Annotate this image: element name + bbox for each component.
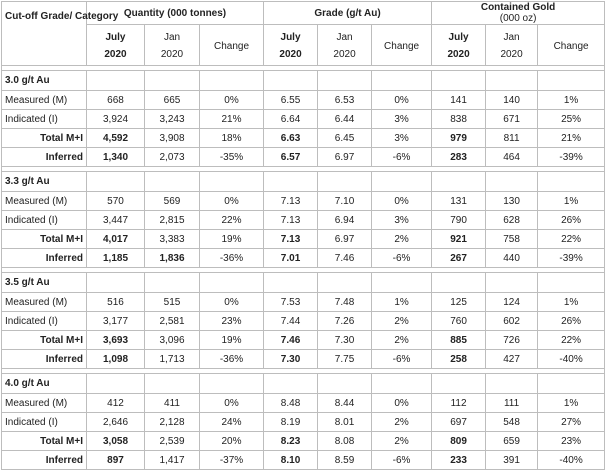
table-cell: 1% [372, 293, 432, 312]
table-cell: 8.48 [264, 394, 318, 413]
table-cell: 391 [486, 451, 538, 470]
empty-cell [318, 71, 372, 91]
table-cell: 0% [372, 394, 432, 413]
table-cell: 411 [145, 394, 200, 413]
section-title: 4.0 g/t Au [2, 374, 87, 394]
qty-change-header: Change [200, 25, 264, 66]
table-cell: 516 [87, 293, 145, 312]
table-cell: 3,177 [87, 312, 145, 331]
gold-july-header: July 2020 [432, 25, 486, 66]
table-cell: 2% [372, 230, 432, 249]
table-cell: 464 [486, 148, 538, 167]
table-cell: 258 [432, 350, 486, 369]
row-label: Total M+I [2, 331, 87, 350]
table-cell: -35% [200, 148, 264, 167]
table-cell: 7.13 [264, 230, 318, 249]
table-row [2, 249, 605, 268]
empty-cell [372, 374, 432, 394]
table-cell: 3% [372, 110, 432, 129]
section-title-row [2, 71, 605, 91]
table-cell: 515 [145, 293, 200, 312]
table-cell: 3,243 [145, 110, 200, 129]
empty-cell [87, 71, 145, 91]
empty-cell [87, 172, 145, 192]
table-cell: 726 [486, 331, 538, 350]
table-cell: 26% [538, 312, 605, 331]
table-cell: 2% [372, 432, 432, 451]
table-cell: 8.10 [264, 451, 318, 470]
table-cell: 6.94 [318, 211, 372, 230]
row-label: Measured (M) [2, 192, 87, 211]
table-row [2, 350, 605, 369]
section-title: 3.5 g/t Au [2, 273, 87, 293]
table-row [2, 129, 605, 148]
table-cell: 283 [432, 148, 486, 167]
resource-table [1, 1, 605, 470]
table-cell: 659 [486, 432, 538, 451]
table-cell: 6.63 [264, 129, 318, 148]
table-cell: 27% [538, 413, 605, 432]
table-cell: 8.01 [318, 413, 372, 432]
row-label: Indicated (I) [2, 312, 87, 331]
table-cell: 0% [372, 192, 432, 211]
table-cell: 2,128 [145, 413, 200, 432]
table-cell: 24% [200, 413, 264, 432]
gold-header-line1: Contained Gold [480, 2, 556, 13]
empty-cell [432, 172, 486, 192]
table-cell: 0% [200, 192, 264, 211]
table-cell: 427 [486, 350, 538, 369]
table-cell: 7.30 [318, 331, 372, 350]
empty-cell [486, 273, 538, 293]
table-row [2, 211, 605, 230]
empty-cell [486, 172, 538, 192]
empty-cell [200, 71, 264, 91]
gold-jan-header: Jan 2020 [486, 25, 538, 66]
table-cell: 7.46 [264, 331, 318, 350]
table-cell: 7.75 [318, 350, 372, 369]
category-header: Cut-off Grade/ Category [2, 2, 87, 66]
empty-cell [200, 273, 264, 293]
section-title: 3.3 g/t Au [2, 172, 87, 192]
section-title-row [2, 374, 605, 394]
table-row [2, 413, 605, 432]
table-row [2, 230, 605, 249]
table-cell: -6% [372, 148, 432, 167]
table-cell: -40% [538, 451, 605, 470]
section-title-row [2, 172, 605, 192]
table-cell: 811 [486, 129, 538, 148]
table-cell: 111 [486, 394, 538, 413]
qty-july-header: July 2020 [87, 25, 145, 66]
table-cell: 1% [538, 91, 605, 110]
section-title-row [2, 273, 605, 293]
table-cell: 628 [486, 211, 538, 230]
table-cell: 26% [538, 211, 605, 230]
table-cell: 6.57 [264, 148, 318, 167]
row-label: Measured (M) [2, 394, 87, 413]
table-cell: 1,713 [145, 350, 200, 369]
empty-cell [87, 273, 145, 293]
table-cell: -36% [200, 350, 264, 369]
table-cell: 602 [486, 312, 538, 331]
empty-cell [538, 273, 605, 293]
table-cell: 671 [486, 110, 538, 129]
table-cell: 22% [200, 211, 264, 230]
table-cell: 6.97 [318, 148, 372, 167]
table-cell: 7.44 [264, 312, 318, 331]
grade-jan-header: Jan 2020 [318, 25, 372, 66]
table-cell: 2% [372, 331, 432, 350]
table-cell: 3,924 [87, 110, 145, 129]
table-cell: 440 [486, 249, 538, 268]
row-label: Inferred [2, 249, 87, 268]
row-label: Measured (M) [2, 91, 87, 110]
table-cell: 141 [432, 91, 486, 110]
row-label: Inferred [2, 451, 87, 470]
table-cell: 7.13 [264, 192, 318, 211]
table-cell: 0% [200, 293, 264, 312]
table-cell: -37% [200, 451, 264, 470]
table-row [2, 192, 605, 211]
row-label: Measured (M) [2, 293, 87, 312]
table-cell: 21% [200, 110, 264, 129]
table-row [2, 451, 605, 470]
table-cell: 233 [432, 451, 486, 470]
table-cell: 6.45 [318, 129, 372, 148]
table-cell: 1,098 [87, 350, 145, 369]
table-row [2, 293, 605, 312]
table-cell: 6.53 [318, 91, 372, 110]
row-label: Indicated (I) [2, 110, 87, 129]
table-cell: 8.23 [264, 432, 318, 451]
row-label: Total M+I [2, 230, 87, 249]
table-cell: 6.44 [318, 110, 372, 129]
table-cell: -6% [372, 451, 432, 470]
table-cell: 790 [432, 211, 486, 230]
table-cell: 885 [432, 331, 486, 350]
table-cell: 124 [486, 293, 538, 312]
empty-cell [318, 172, 372, 192]
table-cell: 19% [200, 331, 264, 350]
table-cell: 697 [432, 413, 486, 432]
table-cell: -40% [538, 350, 605, 369]
table-cell: 3,693 [87, 331, 145, 350]
table-cell: 125 [432, 293, 486, 312]
quantity-header: Quantity (000 tonnes) [87, 2, 264, 25]
gold-header [432, 2, 605, 25]
subheader-row [2, 25, 605, 66]
empty-cell [486, 71, 538, 91]
table-row [2, 91, 605, 110]
table-cell: 4,017 [87, 230, 145, 249]
empty-cell [538, 172, 605, 192]
table-row [2, 110, 605, 129]
table-cell: -6% [372, 249, 432, 268]
table-cell: 19% [200, 230, 264, 249]
empty-cell [145, 374, 200, 394]
row-label: Total M+I [2, 129, 87, 148]
table-cell: 760 [432, 312, 486, 331]
table-cell: -39% [538, 249, 605, 268]
table-cell: 22% [538, 331, 605, 350]
table-row [2, 148, 605, 167]
table-cell: 7.10 [318, 192, 372, 211]
empty-cell [145, 71, 200, 91]
table-cell: 809 [432, 432, 486, 451]
table-cell: 3,908 [145, 129, 200, 148]
table-cell: 3% [372, 211, 432, 230]
table-cell: 21% [538, 129, 605, 148]
row-label: Indicated (I) [2, 413, 87, 432]
empty-cell [264, 172, 318, 192]
empty-cell [538, 71, 605, 91]
table-cell: 665 [145, 91, 200, 110]
table-cell: 3,058 [87, 432, 145, 451]
table-cell: 2,539 [145, 432, 200, 451]
table-cell: 569 [145, 192, 200, 211]
table-cell: 758 [486, 230, 538, 249]
table-cell: 921 [432, 230, 486, 249]
table-cell: 7.01 [264, 249, 318, 268]
empty-cell [432, 71, 486, 91]
table-cell: 1,340 [87, 148, 145, 167]
header-row [2, 2, 605, 25]
empty-cell [372, 71, 432, 91]
table-cell: 979 [432, 129, 486, 148]
table-cell: 1,185 [87, 249, 145, 268]
row-label: Inferred [2, 350, 87, 369]
table-cell: -39% [538, 148, 605, 167]
table-cell: 23% [200, 312, 264, 331]
table-cell: 8.19 [264, 413, 318, 432]
empty-cell [432, 374, 486, 394]
table-cell: 7.26 [318, 312, 372, 331]
empty-cell [318, 374, 372, 394]
table-row [2, 394, 605, 413]
table-cell: -6% [372, 350, 432, 369]
grade-header: Grade (g/t Au) [264, 2, 432, 25]
table-cell: 7.53 [264, 293, 318, 312]
table-cell: 23% [538, 432, 605, 451]
empty-cell [432, 273, 486, 293]
empty-cell [87, 374, 145, 394]
table-cell: 3,096 [145, 331, 200, 350]
table-cell: 140 [486, 91, 538, 110]
table-cell: 22% [538, 230, 605, 249]
table-cell: 3,383 [145, 230, 200, 249]
table-cell: 131 [432, 192, 486, 211]
table-cell: -36% [200, 249, 264, 268]
table-cell: 18% [200, 129, 264, 148]
table-cell: 7.46 [318, 249, 372, 268]
table-cell: 1,836 [145, 249, 200, 268]
table-cell: 8.08 [318, 432, 372, 451]
table-cell: 412 [87, 394, 145, 413]
empty-cell [145, 172, 200, 192]
table-cell: 2,646 [87, 413, 145, 432]
gold-change-header: Change [538, 25, 605, 66]
table-cell: 570 [87, 192, 145, 211]
table-cell: 0% [200, 91, 264, 110]
table-body [2, 66, 605, 470]
table-cell: 2% [372, 413, 432, 432]
table-cell: 2,581 [145, 312, 200, 331]
row-label: Total M+I [2, 432, 87, 451]
table-cell: 112 [432, 394, 486, 413]
grade-change-header: Change [372, 25, 432, 66]
table-cell: 548 [486, 413, 538, 432]
table-cell: 7.48 [318, 293, 372, 312]
table-cell: 3% [372, 129, 432, 148]
empty-cell [145, 273, 200, 293]
table-cell: 668 [87, 91, 145, 110]
table-cell: 0% [200, 394, 264, 413]
table-cell: 130 [486, 192, 538, 211]
table-cell: 267 [432, 249, 486, 268]
table-cell: 7.13 [264, 211, 318, 230]
table-cell: 1,417 [145, 451, 200, 470]
table-cell: 6.64 [264, 110, 318, 129]
table-cell: 7.30 [264, 350, 318, 369]
empty-cell [538, 374, 605, 394]
table-cell: 25% [538, 110, 605, 129]
empty-cell [486, 374, 538, 394]
table-cell: 8.59 [318, 451, 372, 470]
empty-cell [372, 273, 432, 293]
grade-july-header: July 2020 [264, 25, 318, 66]
table-cell: 6.55 [264, 91, 318, 110]
table-cell: 6.97 [318, 230, 372, 249]
empty-cell [200, 172, 264, 192]
table-cell: 838 [432, 110, 486, 129]
table-cell: 2% [372, 312, 432, 331]
table-cell: 1% [538, 394, 605, 413]
section-title: 3.0 g/t Au [2, 71, 87, 91]
gold-header-line2: (000 oz) [499, 13, 537, 24]
empty-cell [318, 273, 372, 293]
empty-cell [264, 374, 318, 394]
table-cell: 0% [372, 91, 432, 110]
table-row [2, 312, 605, 331]
empty-cell [200, 374, 264, 394]
table-cell: 2,815 [145, 211, 200, 230]
table-cell: 4,592 [87, 129, 145, 148]
table-cell: 1% [538, 192, 605, 211]
empty-cell [264, 71, 318, 91]
table-cell: 3,447 [87, 211, 145, 230]
table-cell: 897 [87, 451, 145, 470]
table-cell: 2,073 [145, 148, 200, 167]
row-label: Indicated (I) [2, 211, 87, 230]
table-cell: 20% [200, 432, 264, 451]
table-row [2, 432, 605, 451]
row-label: Inferred [2, 148, 87, 167]
table-cell: 8.44 [318, 394, 372, 413]
table-row [2, 331, 605, 350]
empty-cell [372, 172, 432, 192]
table-cell: 1% [538, 293, 605, 312]
empty-cell [264, 273, 318, 293]
qty-jan-header: Jan 2020 [145, 25, 200, 66]
